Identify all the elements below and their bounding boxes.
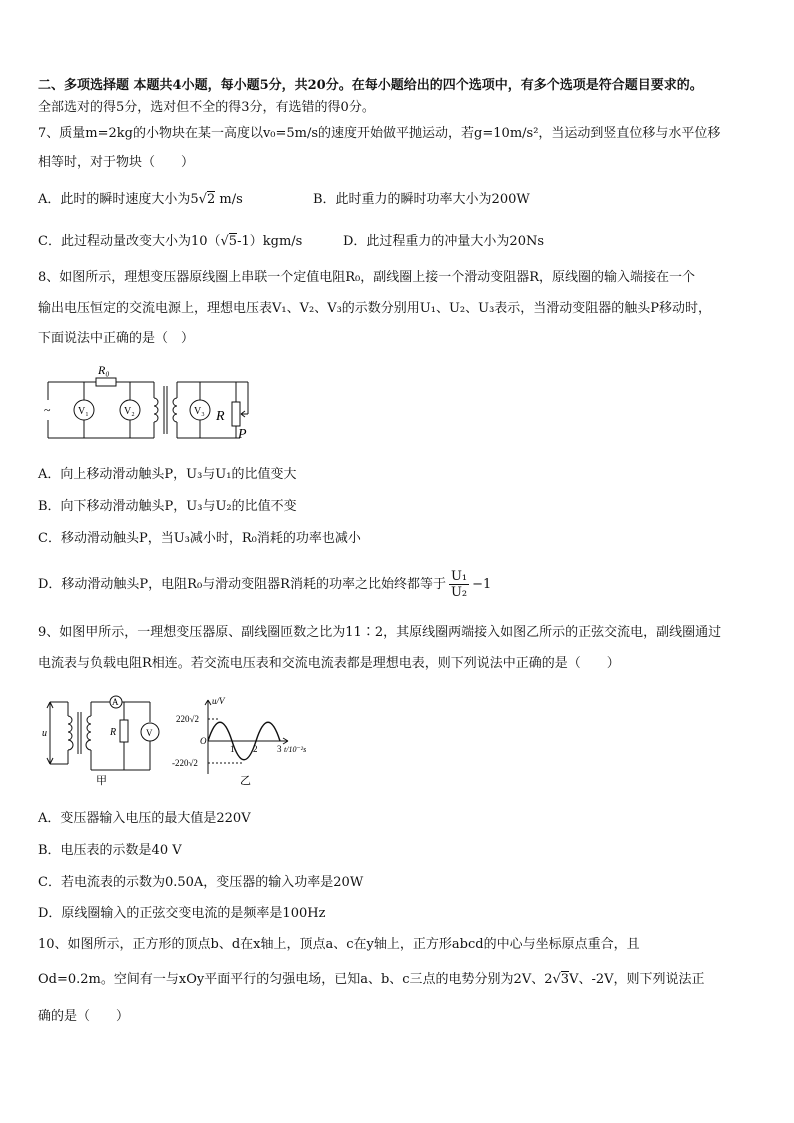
q8-option-a: A．向上移动滑动触头P，U₃与U₁的比值变大 <box>38 467 297 482</box>
ac-source-symbol: ~ <box>44 403 51 417</box>
sqrt-sign: √ <box>220 234 229 249</box>
max-voltage-label: 220√2 <box>176 714 199 724</box>
fraction-denominator: U₂ <box>450 585 468 600</box>
q10-stem-line-2-text: Od=0.2m。空间有一与xOy平面平行的匀强电场，已知a、b、c三点的电势分别为2V、2 <box>38 972 553 987</box>
q8-option-d-tail: −1 <box>472 577 492 592</box>
q8-circuit-diagram <box>40 362 260 450</box>
q7-option-c-radicand: 5 <box>228 234 238 249</box>
q7-option-b: B．此时重力的瞬时功率大小为200W <box>313 192 530 207</box>
input-voltage-label: u <box>42 728 47 739</box>
load-resistor-label: R <box>110 727 117 738</box>
section-heading-line-2: 全部选对的得5分，选对但不全的得3分，有选错的得0分。 <box>38 100 375 115</box>
figure-jia-caption: 甲 <box>96 775 107 786</box>
time-tick-2: 2 <box>253 744 258 754</box>
v3-label: V₃ <box>194 406 205 417</box>
q10-stem-line-2-tail: V、-2V，则下列说法正 <box>569 972 705 987</box>
section-heading-line-1: 二、多项选择题 本题共4小题，每小题5分，共20分。在每小题给出的四个选项中，有多个选项是符合题目要求的。 <box>38 78 703 93</box>
time-tick-1: 1 <box>230 744 235 754</box>
q7-option-a <box>38 191 243 209</box>
q8-stem-line-2: 输出电压恒定的交流电源上，理想电压表V₁、V₂、V₃的示数分别用U₁、U₂、U₃表示，当滑动变阻器的触头P移动时， <box>38 301 712 316</box>
q9-option-b: B．电压表的示数是40 V <box>38 843 182 858</box>
sqrt-sign: √ <box>552 972 561 987</box>
q9-option-a: A．变压器输入电压的最大值是220V <box>38 811 251 826</box>
q10-stem-line-1: 10、如图所示，正方形的顶点b、d在x轴上，顶点a、c在y轴上，正方形abcd的中心与坐标原点重合，且 <box>38 937 640 952</box>
r-label: R <box>216 409 225 424</box>
time-axis-label: t/10⁻²s <box>284 745 307 754</box>
q9-option-d: D．原线圈输入的正弦交变电流的是频率是100Hz <box>38 906 326 921</box>
fraction-numerator: U₁ <box>450 569 468 584</box>
q8-option-d <box>38 568 491 602</box>
voltmeter-label: V <box>146 728 153 738</box>
q7-option-d: D．此过程重力的冲量大小为20Ns <box>343 234 545 249</box>
u1-over-u2-fraction <box>449 569 469 600</box>
q9-stem-line-2: 电流表与负载电阻R相连。若交流电压表和交流电流表都是理想电表，则下列说法中正确的是（ ） <box>38 656 620 671</box>
q10-stem-line-3: 确的是（ ） <box>38 1009 130 1024</box>
q8-option-b: B．向下移动滑动触头P，U₃与U₂的比值不变 <box>38 499 297 514</box>
v2-label: V₂ <box>124 406 135 417</box>
q7-option-a-text: A．此时的瞬时速度大小为5 <box>38 192 199 207</box>
v1-label: V₁ <box>78 406 89 417</box>
q9-option-c: C．若电流表的示数为0.50A，变压器的输入功率是20W <box>38 875 364 890</box>
min-voltage-label: -220√2 <box>172 758 198 768</box>
r0-label: R₀ <box>98 363 110 377</box>
q7-option-a-radicand: 2 <box>206 192 216 207</box>
q8-stem-line-3: 下面说法中正确的是（ ） <box>38 331 195 346</box>
ammeter-label: A <box>112 697 119 707</box>
q9-waveform-yi <box>205 700 288 774</box>
q7-option-c-text: C．此过程动量改变大小为10（ <box>38 234 221 249</box>
q10-radicand: 3 <box>560 972 570 987</box>
time-tick-3: 3 <box>277 744 282 754</box>
origin-label: O <box>200 736 207 746</box>
q9-circuit-jia <box>47 696 159 770</box>
sqrt-sign: √ <box>198 192 207 207</box>
q8-option-c: C．移动滑动触头P，当U₃减小时，R₀消耗的功率也减小 <box>38 531 361 546</box>
q9-diagrams <box>40 694 320 786</box>
q7-stem-line-2: 相等时，对于物块（ ） <box>38 155 195 170</box>
q10-stem-line-2 <box>38 971 705 989</box>
p-label: P <box>238 427 247 442</box>
q8-option-d-text: D．移动滑动触头P，电阻R₀与滑动变阻器R消耗的功率之比始终都等于 <box>38 577 446 592</box>
q7-stem-line-1: 7、质量m=2kg的小物块在某一高度以v₀=5m/s的速度开始做平抛运动，若g=10m/s²，当运动到竖直位移与水平位移 <box>38 126 721 141</box>
q7-option-c-tail: -1）kgm/s <box>237 234 303 249</box>
q8-stem-line-1: 8、如图所示，理想变压器原线圈上串联一个定值电阻R₀，副线圈上接一个滑动变阻器R，原线圈的输入端接在一个 <box>38 270 696 285</box>
q7-option-c <box>38 233 302 251</box>
q9-stem-line-1: 9、如图甲所示，一理想变压器原、副线圈匝数之比为11∶2，其原线圈两端接入如图乙所示的正弦交流电，副线圈通过 <box>38 625 722 640</box>
figure-yi-caption: 乙 <box>240 775 251 786</box>
voltage-axis-label: u/V <box>212 696 225 706</box>
q7-option-a-unit: m/s <box>215 192 243 207</box>
